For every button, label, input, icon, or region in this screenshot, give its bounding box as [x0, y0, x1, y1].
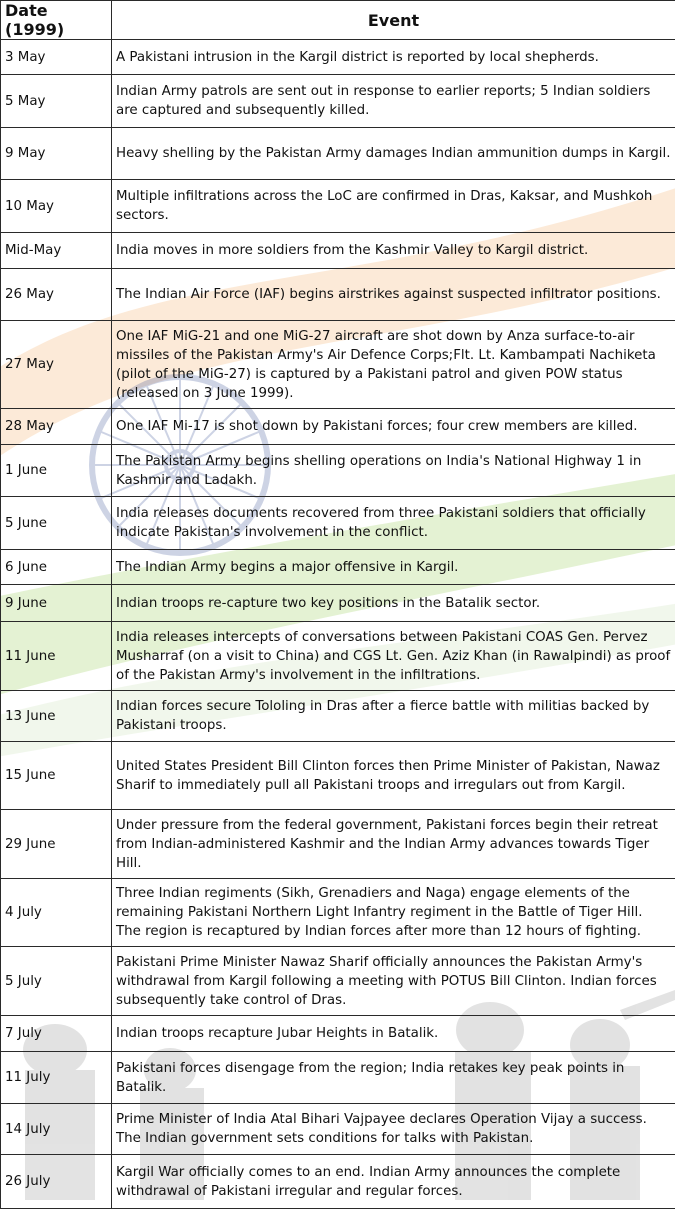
row-event: One IAF MiG-21 and one MiG-27 aircraft are shot down by Anza surface-to-air missiles of the Pakistan Army's Air Defence Corps;Flt. Lt. Kambampati Nachiketa (pilot of the MiG-27) is captured by a Pakistani patrol and given POW status (released on 3 June 1999).	[112, 321, 675, 409]
table-row	[1, 1052, 675, 1104]
table-row	[1, 879, 675, 947]
row-date: 10 May	[1, 180, 112, 233]
table-row	[1, 585, 675, 622]
row-event: Three Indian regiments (Sikh, Grenadiers and Naga) engage elements of the remaining Pakistani Northern Light Infantry regiment in the Battle of Tiger Hill. The region is recaptured by Indian forces after more than 12 hours of fighting.	[112, 879, 675, 947]
table-row	[1, 409, 675, 445]
row-date: 28 May	[1, 409, 112, 445]
row-event: Under pressure from the federal government, Pakistani forces begin their retreat from Indian-administered Kashmir and the Indian Army advances towards Tiger Hill.	[112, 810, 675, 879]
row-event: United States President Bill Clinton forces then Prime Minister of Pakistan, Nawaz Sharif to immediately pull all Pakistani troops and irregulars out from Kargil.	[112, 742, 675, 810]
date-column-header: Date (1999)	[1, 1, 112, 40]
table-row	[1, 128, 675, 180]
row-event: Indian troops recapture Jubar Heights in Batalik.	[112, 1016, 675, 1052]
row-event: Pakistani forces disengage from the region; India retakes key peak points in Batalik.	[112, 1052, 675, 1104]
table-row	[1, 233, 675, 269]
row-event: Indian Army patrols are sent out in response to earlier reports; 5 Indian soldiers are captured and subsequently killed.	[112, 75, 675, 128]
row-event: India releases documents recovered from three Pakistani soldiers that officially indicate Pakistan's involvement in the conflict.	[112, 497, 675, 550]
table-row	[1, 40, 675, 75]
row-event: One IAF Mi-17 is shot down by Pakistani forces; four crew members are killed.	[112, 409, 675, 445]
row-date: 26 July	[1, 1155, 112, 1209]
header-row	[1, 1, 675, 40]
row-date: 27 May	[1, 321, 112, 409]
row-date: 13 June	[1, 691, 112, 742]
row-date: 3 May	[1, 40, 112, 75]
row-date: 29 June	[1, 810, 112, 879]
row-event: Multiple infiltrations across the LoC are confirmed in Dras, Kaksar, and Mushkoh sectors.	[112, 180, 675, 233]
row-date: 26 May	[1, 269, 112, 321]
row-event: The Indian Air Force (IAF) begins airstrikes against suspected infiltrator positions.	[112, 269, 675, 321]
row-date: 7 July	[1, 1016, 112, 1052]
row-event: India moves in more soldiers from the Kashmir Valley to Kargil district.	[112, 233, 675, 269]
table-row	[1, 497, 675, 550]
row-date: 5 July	[1, 947, 112, 1016]
table-row	[1, 180, 675, 233]
table-row	[1, 1155, 675, 1209]
table-row	[1, 1016, 675, 1052]
row-date: 14 July	[1, 1104, 112, 1155]
row-event: The Indian Army begins a major offensive in Kargil.	[112, 550, 675, 585]
table-row	[1, 691, 675, 742]
row-event: India releases intercepts of conversations between Pakistani COAS Gen. Pervez Musharraf (on a visit to China) and CGS Lt. Gen. Aziz Khan (in Rawalpindi) as proof of the Pakistan Army's involvement in the infiltrations.	[112, 622, 675, 691]
table-row	[1, 810, 675, 879]
row-date: 9 May	[1, 128, 112, 180]
table-row	[1, 321, 675, 409]
row-date: 11 June	[1, 622, 112, 691]
table-row	[1, 742, 675, 810]
row-event: Kargil War officially comes to an end. Indian Army announces the complete withdrawal of Pakistani irregular and regular forces.	[112, 1155, 675, 1209]
event-column-header: Event	[112, 1, 675, 40]
row-date: Mid-May	[1, 233, 112, 269]
row-date: 5 May	[1, 75, 112, 128]
table-row	[1, 1104, 675, 1155]
row-date: 6 June	[1, 550, 112, 585]
row-event: Prime Minister of India Atal Bihari Vajpayee declares Operation Vijay a success. The Indian government sets conditions for talks with Pakistan.	[112, 1104, 675, 1155]
row-date: 1 June	[1, 445, 112, 497]
table-row	[1, 622, 675, 691]
row-date: 9 June	[1, 585, 112, 622]
row-date: 5 June	[1, 497, 112, 550]
table-row	[1, 269, 675, 321]
row-event: Indian troops re-capture two key positions in the Batalik sector.	[112, 585, 675, 622]
table-row	[1, 75, 675, 128]
table-row	[1, 947, 675, 1016]
row-event: Heavy shelling by the Pakistan Army damages Indian ammunition dumps in Kargil.	[112, 128, 675, 180]
row-event: Indian forces secure Tololing in Dras after a fierce battle with militias backed by Pakistani troops.	[112, 691, 675, 742]
row-event: The Pakistan Army begins shelling operations on India's National Highway 1 in Kashmir and Ladakh.	[112, 445, 675, 497]
row-event: Pakistani Prime Minister Nawaz Sharif officially announces the Pakistan Army's withdrawal from Kargil following a meeting with POTUS Bill Clinton. Indian forces subsequently take control of Dras.	[112, 947, 675, 1016]
row-date: 15 June	[1, 742, 112, 810]
row-date: 4 July	[1, 879, 112, 947]
row-event: A Pakistani intrusion in the Kargil district is reported by local shepherds.	[112, 40, 675, 75]
table-row	[1, 550, 675, 585]
row-date: 11 July	[1, 1052, 112, 1104]
table-row	[1, 445, 675, 497]
